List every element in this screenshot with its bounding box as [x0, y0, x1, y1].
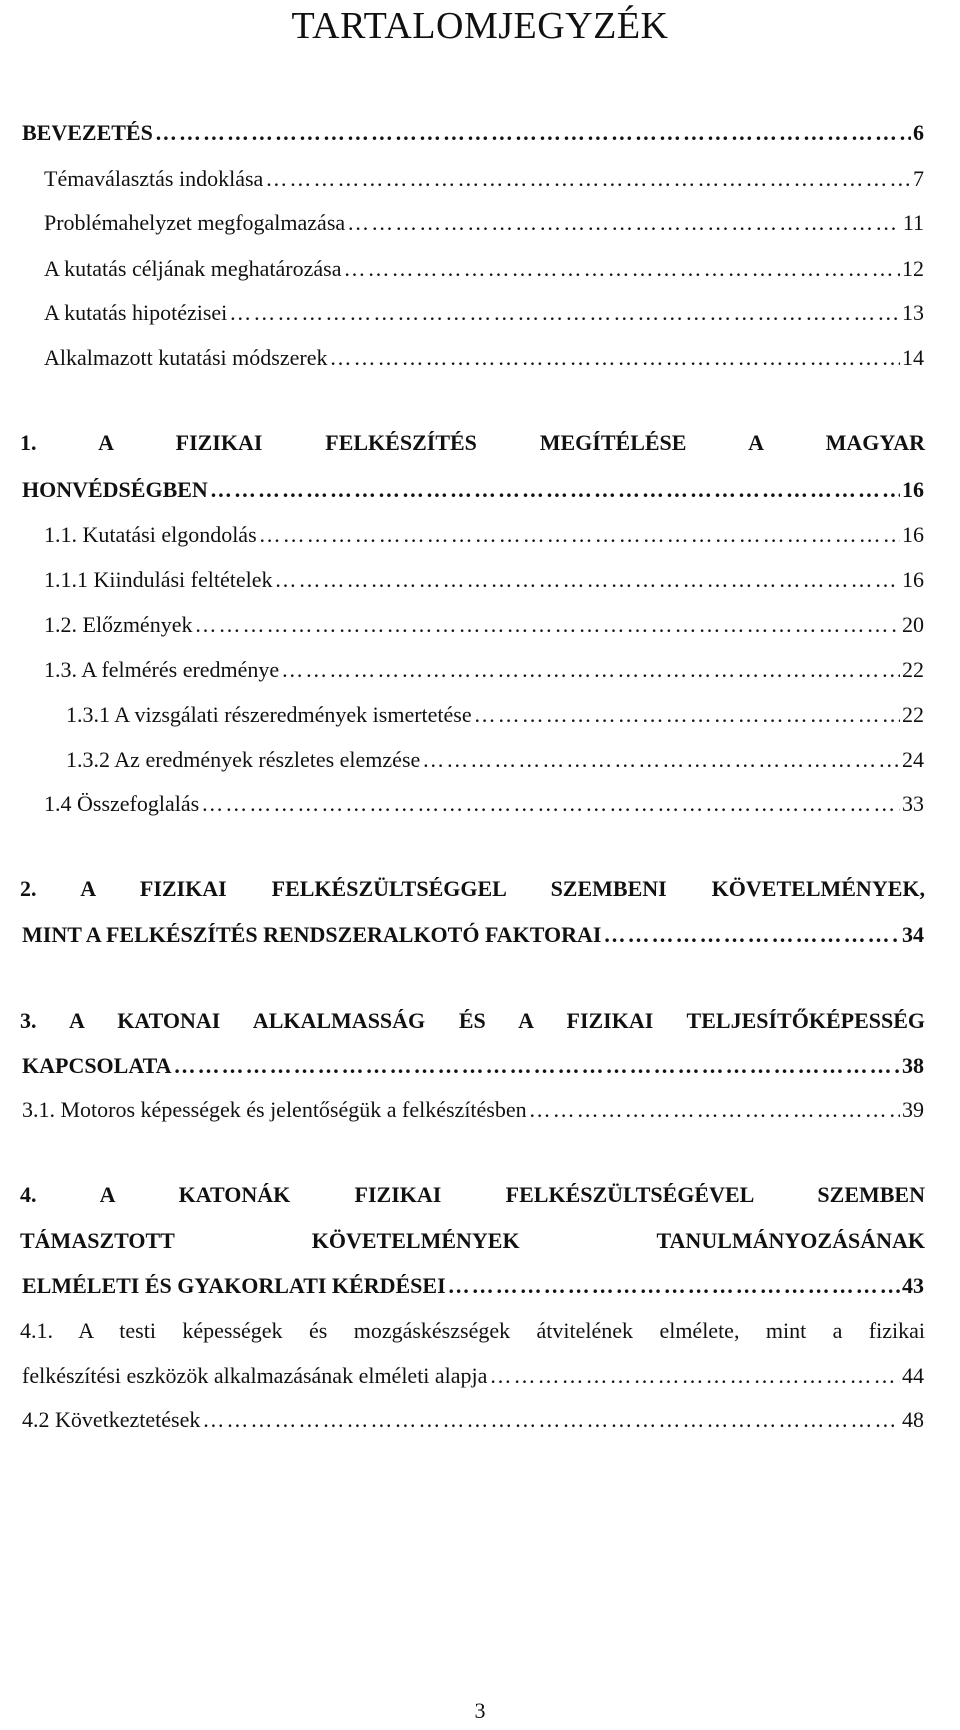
toc-entry-text: KAPCSOLATA: [22, 1053, 172, 1078]
toc-entry-text: 1.4 Összefoglalás: [44, 791, 200, 816]
toc-entry[interactable]: [22, 1405, 924, 1435]
toc-entry[interactable]: [44, 520, 924, 550]
toc-entry[interactable]: [44, 655, 924, 685]
toc-entry[interactable]: [44, 164, 924, 194]
toc-leader-dots: [489, 1361, 900, 1391]
toc-entry[interactable]: [44, 208, 924, 238]
toc-entry[interactable]: [22, 1361, 924, 1391]
toc-leader-dots: [202, 1405, 900, 1435]
toc-leader-dots: [194, 610, 900, 640]
toc-page-number: 34: [902, 922, 924, 947]
toc-entry-bevezetes[interactable]: [22, 118, 924, 148]
toc-leader-dots: [529, 1095, 900, 1125]
toc-entry-chapter[interactable]: [22, 1051, 924, 1081]
toc-leader-dots: [259, 520, 900, 550]
toc-entry-text: A kutatás hipotézisei: [44, 300, 228, 325]
toc-page-number: 16: [902, 522, 924, 547]
toc-entry-text: MINT A FELKÉSZÍTÉS RENDSZERALKOTÓ FAKTORAI: [22, 922, 602, 947]
toc-entry-text: felkészítési eszközök alkalmazásának elméleti alapja: [22, 1363, 488, 1388]
toc-leader-dots: [422, 745, 900, 775]
toc-leader-dots: [448, 1271, 900, 1301]
toc-page-number: 14: [902, 345, 924, 370]
toc-entry-text: ELMÉLETI ÉS GYAKORLATI KÉRDÉSEI: [22, 1273, 446, 1298]
toc-chapter-heading[interactable]: 2. A FIZIKAI FELKÉSZÜLTSÉGGEL SZEMBENI KÖVETELMÉNYEK,: [20, 876, 925, 901]
toc-chapter-heading[interactable]: 3. A KATONAI ALKALMASSÁG ÉS A FIZIKAI TELJESÍTŐKÉPESSÉG: [20, 1008, 925, 1033]
toc-entry-text: 1.3.2 Az eredmények részletes elemzése: [66, 747, 421, 772]
toc-page-number: 16: [902, 477, 924, 502]
toc-entry[interactable]: [44, 254, 924, 284]
toc-entry[interactable]: [44, 343, 924, 373]
toc-entry-chapter[interactable]: [22, 920, 924, 950]
toc-entry-text: 4.2 Következtetések: [22, 1407, 201, 1432]
toc-leader-dots: [343, 254, 900, 284]
toc-leader-dots: [155, 118, 911, 148]
toc-leader-dots: [329, 343, 900, 373]
toc-leader-dots: [201, 789, 900, 819]
toc-entry-text: Problémahelyzet megfogalmazása: [44, 210, 346, 235]
toc-entry-chapter[interactable]: [22, 475, 924, 505]
toc-page-number: 13: [902, 300, 924, 325]
toc-page-number: 44: [902, 1363, 924, 1388]
toc-entry-text: 1.3.1 A vizsgálati részeredmények ismertetése: [66, 702, 472, 727]
toc-page-number: 22: [902, 657, 924, 682]
toc-entry-text: Témaválasztás indoklása: [44, 166, 264, 191]
toc-leader-dots: [229, 298, 900, 328]
toc-entry-text: Alkalmazott kutatási módszerek: [44, 345, 328, 370]
toc-chapter-heading[interactable]: TÁMASZTOTT KÖVETELMÉNYEK TANULMÁNYOZÁSÁNAK: [20, 1228, 925, 1253]
toc-entry-chapter[interactable]: [22, 1271, 924, 1301]
toc-entry[interactable]: [44, 298, 924, 328]
toc-page-number: 24: [902, 747, 924, 772]
toc-chapter-heading[interactable]: 4. A KATONÁK FIZIKAI FELKÉSZÜLTSÉGÉVEL SZEMBEN: [20, 1182, 925, 1207]
toc-page-number: 38: [902, 1053, 924, 1078]
toc-page-number: 7: [913, 166, 924, 191]
toc-page-number: 22: [902, 702, 924, 727]
toc-leader-dots: [265, 164, 911, 194]
toc-entry[interactable]: [44, 565, 924, 595]
toc-leader-dots: [275, 565, 901, 595]
toc-entry-text: 1.3. A felmérés eredménye: [44, 657, 280, 682]
toc-page-number: 48: [902, 1407, 924, 1432]
toc-leader-dots: [474, 700, 900, 730]
toc-chapter-heading[interactable]: 1. A FIZIKAI FELKÉSZÍTÉS MEGÍTÉLÉSE A MAGYAR: [20, 430, 925, 455]
page-title: TARTALOMJEGYZÉK: [291, 5, 669, 47]
toc-page-number: 43: [902, 1273, 924, 1298]
toc-page-number: 39: [902, 1097, 924, 1122]
toc-leader-dots: [347, 208, 901, 238]
toc-entry-text: HONVÉDSÉGBEN: [22, 477, 208, 502]
toc-entry-text: 1.2. Előzmények: [44, 612, 193, 637]
toc-entry[interactable]: [66, 700, 924, 730]
toc-page-number: 12: [902, 256, 924, 281]
toc-entry[interactable]: [44, 789, 924, 819]
toc-entry[interactable]: [22, 1095, 924, 1125]
toc-entry-text: 1.1. Kutatási elgondolás: [44, 522, 257, 547]
toc-leader-dots: [210, 475, 900, 505]
toc-entry-text: BEVEZETÉS: [22, 120, 153, 145]
toc-entry-text: A kutatás céljának meghatározása: [44, 256, 342, 281]
toc-page-number: 11: [902, 210, 924, 235]
toc-entry[interactable]: [66, 745, 924, 775]
toc-leader-dots: [604, 920, 901, 950]
toc-entry-text-line[interactable]: 4.1. A testi képességek és mozgáskészségek átvitelének elmélete, mint a fizikai: [20, 1318, 925, 1343]
toc-leader-dots: [281, 655, 900, 685]
toc-page-number: 6: [913, 120, 924, 145]
toc-entry-text: 1.1.1 Kiindulási feltételek: [44, 567, 273, 592]
toc-entry[interactable]: [44, 610, 924, 640]
toc-page-number: 20: [902, 612, 924, 637]
page-number: 3: [474, 1698, 486, 1723]
toc-entry-text: 3.1. Motoros képességek és jelentőségük a felkészítésben: [22, 1097, 527, 1122]
toc-page-number: 33: [902, 791, 924, 816]
toc-leader-dots: [174, 1051, 900, 1081]
toc-page-number: 16: [902, 567, 924, 592]
